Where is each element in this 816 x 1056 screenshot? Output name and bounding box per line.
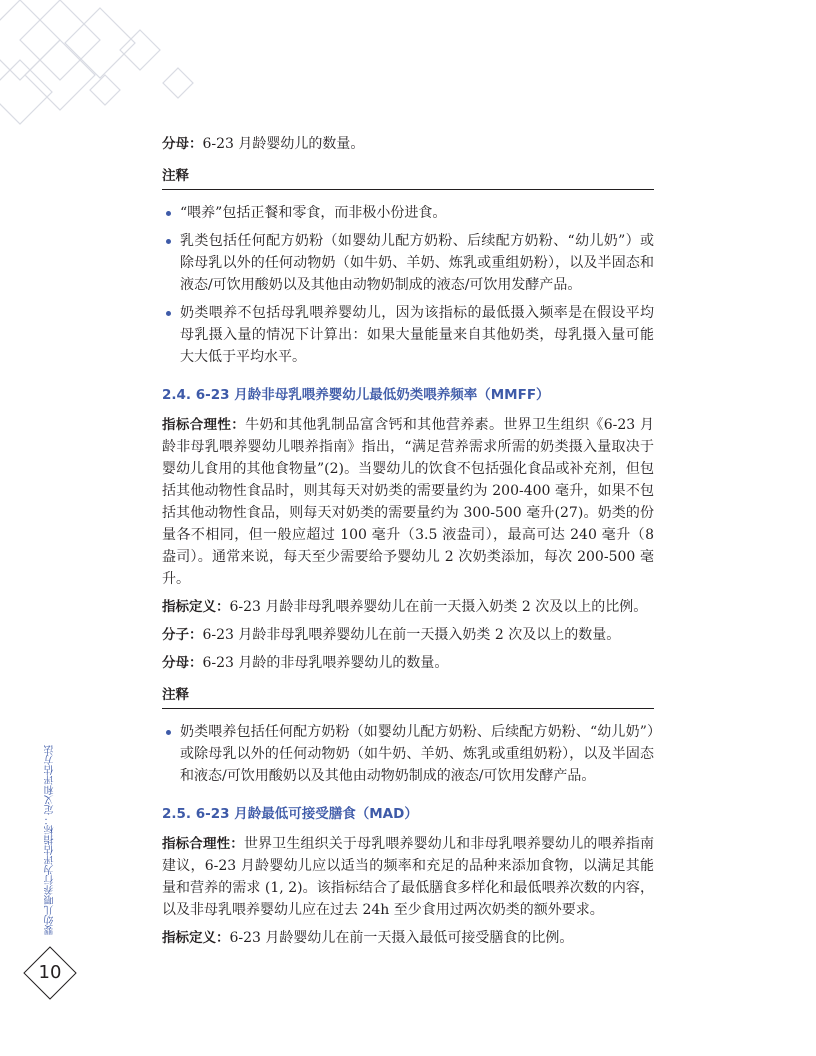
page-number-badge [22,945,78,1001]
denominator-line [162,133,654,155]
list-item: 奶类喂养包括任何配方奶粉（如婴幼儿配方奶粉、后续配方奶粉、“幼儿奶”）或除母乳以外的任何动物奶（如牛奶、羊奶、炼乳或重组奶粉），以及半固态和液态/可饮用酸奶以及其他由动物奶制成的液态/可饮用发酵产品。 [162,721,654,787]
denominator-text: 6-23 月龄的非母乳喂养婴幼儿的数量。 [202,655,449,671]
definition-text: 6-23 月龄非母乳喂养婴幼儿在前一天摄入奶类 2 次及以上的比例。 [229,599,648,615]
list-item: “喂养”包括正餐和零食，而非极小份进食。 [162,202,654,224]
definition-text: 6-23 月龄婴幼儿在前一天摄入最低可接受膳食的比例。 [229,930,574,946]
page-number: 10 [38,962,62,983]
denominator-line [162,652,654,674]
rationale-paragraph [162,414,654,590]
denominator-label: 分母： [162,136,203,152]
denominator-label: 分母： [162,655,203,671]
definition-label: 指标定义： [162,599,230,615]
bullet-icon [166,311,171,316]
rationale-paragraph [162,833,654,921]
numerator-line [162,624,654,646]
section-heading-2-4: 2.4. 6-23 月龄非母乳喂养婴幼儿最低奶类喂养频率（MMFF） [162,387,550,403]
notes-heading: 注释 [162,684,654,709]
list-item: 乳类包括任何配方奶粉（如婴幼儿配方奶粉、后续配方奶粉、“幼儿奶”）或除母乳以外的任何动物奶（如牛奶、羊奶、炼乳或重组奶粉），以及半固态和液态/可饮用酸奶以及其他由动物奶制成的液态/可饮用发酵产品。 [162,230,654,296]
rationale-text: 世界卫生组织关于母乳喂养婴幼儿和非母乳喂养婴幼儿的喂养指南建议，6-23 月龄婴幼儿应以适当的频率和充足的品种来添加食物，以满足其能量和营养的需求 (1, 2)。该指标结合了最低膳食多样化和最低喂养次数的内容，以及非母乳喂养婴幼儿应在过去 24h 至少食用过两次奶类的额外要求。 [162,836,655,918]
definition-line [162,596,654,618]
list-item: 奶类喂养不包括母乳喂养婴幼儿，因为该指标的最低摄入频率是在假设平均母乳摄入量的情况下计算出：如果大量能量来自其他奶类，母乳摄入量可能大大低于平均水平。 [162,302,654,368]
section-heading-2-5: 2.5. 6-23 月龄最低可接受膳食（MAD） [162,806,418,822]
denominator-text: 6-23 月龄婴幼儿的数量。 [202,136,365,152]
definition-line [162,927,654,949]
rationale-label: 指标合理性： [162,836,244,852]
definition-label: 指标定义： [162,930,230,946]
bullet-icon [166,239,171,244]
notes-heading: 注释 [162,165,654,190]
side-running-title: 婴幼儿喂养行为评估指标：定义和评估方法 [45,745,56,935]
rationale-label: 指标合理性： [162,417,246,433]
corner-diamond-decoration [0,0,200,130]
bullet-icon [166,730,171,735]
notes-list [162,202,654,368]
page-content [162,133,654,955]
bullet-icon [166,211,171,216]
notes-list [162,721,654,787]
numerator-label: 分子： [162,627,203,643]
rationale-text: 牛奶和其他乳制品富含钙和其他营养素。世界卫生组织《6-23 月龄非母乳喂养婴幼儿喂养指南》指出，“满足营养需求所需的奶类摄入量取决于婴幼儿食用的其他食物量”(2)。当婴幼儿的饮食不包括强化食品或补充剂，但包括其他动物性食品时，则其每天对奶类的需要量约为 200-400 毫升，如果不包括其他动物性食品，则每天对奶类的需要量约为 300-500 毫升(27)。奶类的份量各不相同，但一般应超过 100 毫升（3.5 液盎司），最高可达 240 毫升（8 盎司）。通常来说，每天至少需要给予婴幼儿 2 次奶类添加，每次 200-500 毫升。 [162,417,655,587]
numerator-text: 6-23 月龄非母乳喂养婴幼儿在前一天摄入奶类 2 次及以上的数量。 [202,627,621,643]
